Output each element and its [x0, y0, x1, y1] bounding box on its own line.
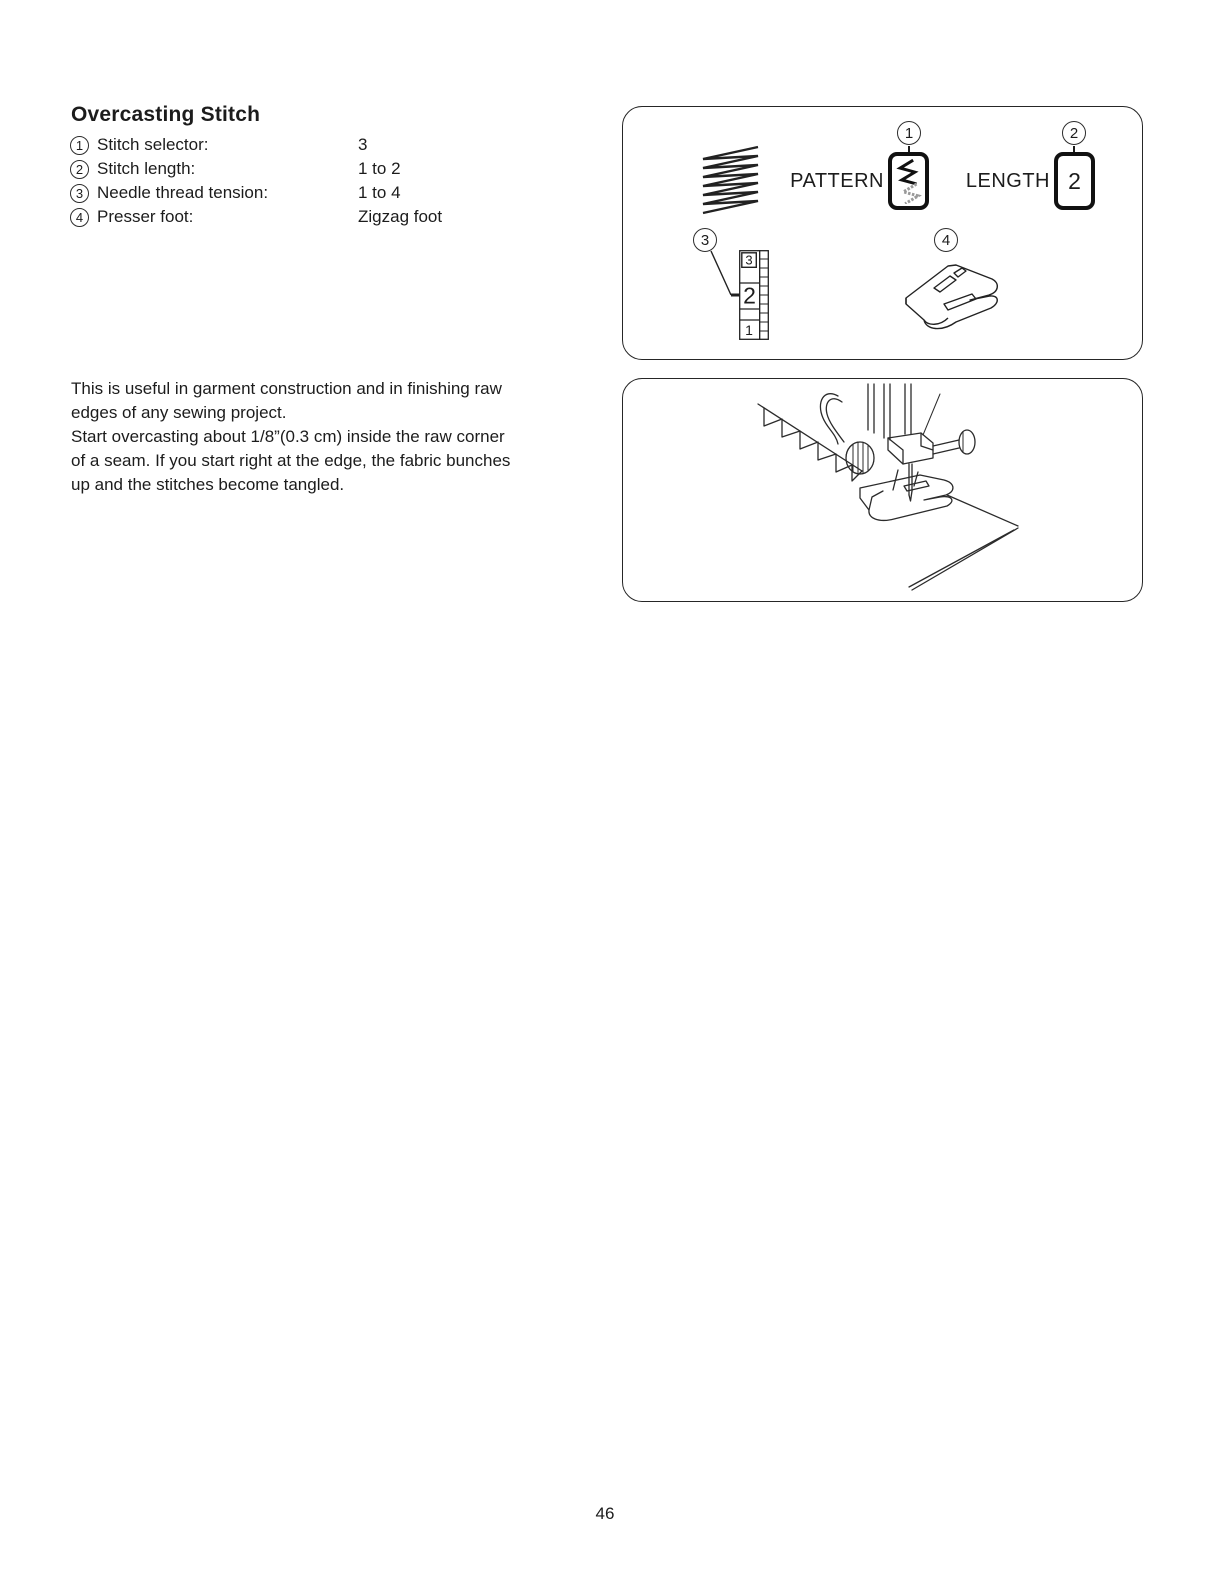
zigzag-pattern-glyph-icon — [896, 158, 922, 204]
tension-dial-diagram — [739, 250, 769, 340]
tension-top-number: 3 — [745, 252, 753, 268]
zigzag-foot-icon — [898, 252, 1004, 336]
setting-value: 1 to 2 — [358, 159, 401, 178]
setting-row-stitch-length — [70, 157, 590, 181]
length-display-box — [1054, 152, 1095, 210]
settings-list — [70, 133, 590, 229]
setting-value: 1 to 4 — [358, 183, 401, 202]
pattern-label: PATTERN — [790, 170, 884, 192]
body-line: edges of any sewing project. — [71, 403, 287, 422]
body-paragraph — [71, 377, 611, 497]
callout-1-badge: 1 — [897, 121, 921, 145]
tension-middle-number: 2 — [743, 282, 756, 309]
length-label: LENGTH — [965, 170, 1050, 192]
tension-bottom-number: 1 — [745, 322, 753, 338]
overcasting-at-fabric-edge-illustration — [622, 378, 1143, 602]
circled-number-1: 1 — [70, 136, 89, 155]
setting-value: Zigzag foot — [358, 207, 443, 226]
setting-value: 3 — [358, 135, 368, 154]
callout-4-badge: 4 — [934, 228, 958, 252]
setting-row-thread-tension — [70, 181, 590, 205]
callout-2-badge: 2 — [1062, 121, 1086, 145]
callout-3-badge: 3 — [693, 228, 717, 252]
circled-number-3: 3 — [70, 184, 89, 203]
setting-label: Needle thread tension: — [97, 183, 269, 202]
page-number: 46 — [595, 1504, 615, 1523]
body-line: up and the stitches become tangled. — [71, 475, 345, 494]
body-line: of a seam. If you start right at the edge, the fabric bunches — [71, 451, 511, 470]
body-line: This is useful in garment construction and in finishing raw — [71, 379, 502, 398]
page-title: Overcasting Stitch — [71, 103, 261, 126]
setting-label: Stitch length: — [97, 159, 196, 178]
body-line: Start overcasting about 1/8”(0.3 cm) inside the raw corner — [71, 427, 505, 446]
zigzag-stitch-sample-icon — [700, 144, 762, 218]
setting-row-stitch-selector — [70, 133, 590, 157]
setting-row-presser-foot — [70, 205, 590, 229]
pattern-display-box — [888, 152, 929, 210]
circled-number-2: 2 — [70, 160, 89, 179]
circled-number-4: 4 — [70, 208, 89, 227]
length-value: 2 — [1068, 167, 1081, 194]
setting-label: Stitch selector: — [97, 135, 209, 154]
setting-label: Presser foot: — [97, 207, 194, 226]
